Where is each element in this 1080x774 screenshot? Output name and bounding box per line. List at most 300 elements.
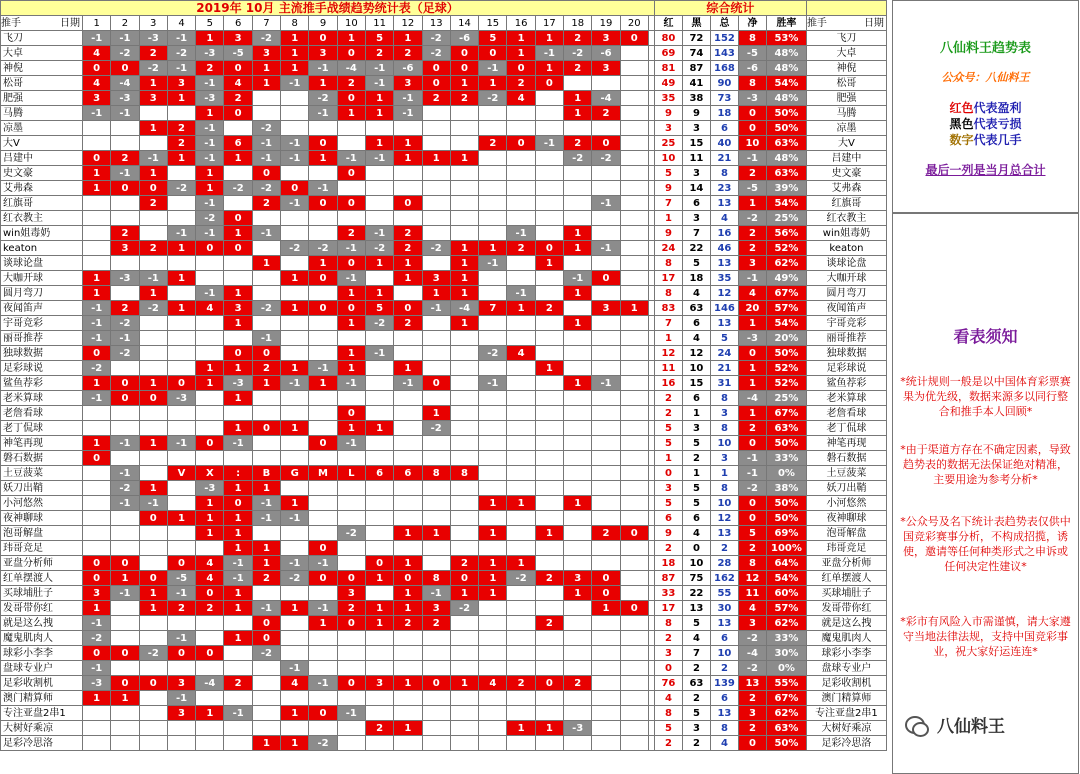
legend-red [893, 99, 1078, 116]
day-cell: 0 [309, 136, 337, 151]
day-cell [196, 346, 224, 361]
day-cell [309, 406, 337, 421]
day-cell: 0 [365, 556, 393, 571]
day-cell: 1 [196, 496, 224, 511]
day-cell [450, 661, 478, 676]
day-cell [365, 541, 393, 556]
day-cell [507, 646, 535, 661]
day-cell [535, 691, 563, 706]
day-cell: 0 [224, 211, 252, 226]
day-cell [479, 391, 507, 406]
notice-title: 看表须知 [953, 327, 1018, 346]
day-cell [507, 706, 535, 721]
day-cell [224, 451, 252, 466]
win-rate: 0% [766, 466, 806, 481]
day-cell [479, 466, 507, 481]
day-cell: 1 [564, 586, 592, 601]
day-cell [394, 211, 422, 226]
day-cell [450, 391, 478, 406]
day-cell [365, 451, 393, 466]
win-rate: 57% [766, 301, 806, 316]
day-cell: 2 [479, 136, 507, 151]
day-cell [252, 391, 280, 406]
day-cell [535, 736, 563, 751]
day-cell: -1 [167, 436, 195, 451]
player-name: 泡哥解盘 [1, 526, 83, 541]
day-cell: -1 [394, 91, 422, 106]
player-name-right: 魔鬼肌肉人 [806, 631, 886, 646]
day-cell [507, 451, 535, 466]
day-cell [167, 736, 195, 751]
day-cell: -3 [196, 91, 224, 106]
day-cell [422, 166, 450, 181]
day-cell: 0 [337, 406, 365, 421]
win-rate: 57% [766, 601, 806, 616]
day-cell: 1 [365, 256, 393, 271]
table-row [1, 706, 887, 721]
day-cell: -1 [139, 271, 167, 286]
stat-red: 5 [654, 496, 682, 511]
day-cell [535, 586, 563, 601]
day-cell [535, 376, 563, 391]
player-name: 老詹看球 [1, 406, 83, 421]
day-cell: -2 [83, 361, 111, 376]
day-cell: -1 [252, 496, 280, 511]
day-cell [422, 661, 450, 676]
day-cell [139, 466, 167, 481]
stat-black: 12 [682, 346, 710, 361]
day-cell: 1 [111, 571, 139, 586]
day-cell: -1 [111, 466, 139, 481]
day-cell: -1 [309, 676, 337, 691]
day-cell [564, 481, 592, 496]
day-cell: 2 [507, 76, 535, 91]
day-cell [281, 526, 309, 541]
player-name-right: 磐石数据 [806, 451, 886, 466]
day-cell [281, 646, 309, 661]
day-cell: 0 [479, 46, 507, 61]
day-cell: 1 [281, 421, 309, 436]
day-cell: 1 [83, 691, 111, 706]
day-cell: 3 [83, 586, 111, 601]
day-cell: 7 [479, 301, 507, 316]
day-cell: 0 [337, 571, 365, 586]
day-cell [281, 451, 309, 466]
day-cell [309, 496, 337, 511]
day-cell [196, 271, 224, 286]
day-cell: 0 [224, 106, 252, 121]
day-cell [309, 286, 337, 301]
player-name: 足彩收割机 [1, 676, 83, 691]
day-cell: -2 [422, 31, 450, 46]
day-cell: 1 [139, 436, 167, 451]
stat-red: 49 [654, 76, 682, 91]
stat-red: 76 [654, 676, 682, 691]
day-cell: 1 [224, 361, 252, 376]
day-cell: 1 [224, 631, 252, 646]
day-cell [281, 91, 309, 106]
day-cell [309, 331, 337, 346]
day-cell: 0 [281, 181, 309, 196]
win-rate: 53% [766, 31, 806, 46]
day-cell [422, 436, 450, 451]
stat-total: 6 [710, 631, 738, 646]
day-cell [394, 391, 422, 406]
day-cell [507, 406, 535, 421]
day-cell: -1 [83, 616, 111, 631]
day-cell [620, 361, 648, 376]
day-cell [111, 721, 139, 736]
day-cell: 0 [139, 391, 167, 406]
day-cell [592, 346, 620, 361]
day-cell: 1 [167, 151, 195, 166]
day-cell: -1 [479, 61, 507, 76]
day-cell [309, 211, 337, 226]
day-cell: 1 [252, 541, 280, 556]
day-cell [564, 631, 592, 646]
day-cell: 0 [224, 346, 252, 361]
day-cell: -1 [592, 196, 620, 211]
day-cell [535, 451, 563, 466]
day-cell [564, 661, 592, 676]
day-cell [139, 616, 167, 631]
day-cell: 2 [422, 616, 450, 631]
day-cell [507, 466, 535, 481]
day-cell: 1 [365, 136, 393, 151]
day-cell: 1 [394, 586, 422, 601]
player-name: 马腾 [1, 106, 83, 121]
day-cell: 3 [139, 91, 167, 106]
day-cell: 1 [479, 241, 507, 256]
day-cell [167, 346, 195, 361]
day-cell: 1 [167, 91, 195, 106]
day-cell: -1 [337, 271, 365, 286]
day-cell [281, 436, 309, 451]
day-cell: 1 [252, 376, 280, 391]
day-cell: -2 [111, 481, 139, 496]
day-cell: 6 [365, 466, 393, 481]
stat-total: 13 [710, 196, 738, 211]
table-row [1, 571, 887, 586]
day-cell [479, 331, 507, 346]
win-rate: 67% [766, 406, 806, 421]
day-cell [337, 331, 365, 346]
stat-total: 13 [710, 256, 738, 271]
day-cell: 1 [139, 586, 167, 601]
win-rate: 33% [766, 631, 806, 646]
day-cell [535, 166, 563, 181]
table-row [1, 556, 887, 571]
day-header: 14 [450, 16, 478, 31]
stat-net: -3 [738, 91, 766, 106]
day-cell: -1 [337, 241, 365, 256]
day-cell [507, 166, 535, 181]
day-cell [309, 166, 337, 181]
day-cell [620, 151, 648, 166]
player-name-right: 泡哥解盘 [806, 526, 886, 541]
player-name: 买球埔肚子 [1, 586, 83, 601]
day-cell [564, 211, 592, 226]
day-cell: 2 [365, 721, 393, 736]
day-cell [450, 481, 478, 496]
player-name: 红旗哥 [1, 196, 83, 211]
legend-num-word: 数字 [949, 133, 974, 147]
day-cell: 1 [224, 151, 252, 166]
day-cell: -2 [479, 91, 507, 106]
day-cell [564, 526, 592, 541]
player-name: 史文豪 [1, 166, 83, 181]
stat-black: 4 [682, 331, 710, 346]
day-cell: -1 [337, 151, 365, 166]
day-cell [337, 691, 365, 706]
stat-red: 1 [654, 451, 682, 466]
day-cell [167, 256, 195, 271]
day-cell: 2 [450, 91, 478, 106]
day-cell: M [309, 466, 337, 481]
day-cell [620, 646, 648, 661]
day-cell [479, 481, 507, 496]
stat-red: 3 [654, 121, 682, 136]
stat-black: 6 [682, 196, 710, 211]
day-cell: -3 [167, 391, 195, 406]
day-cell: -2 [252, 181, 280, 196]
day-cell: 1 [450, 241, 478, 256]
day-cell: -1 [111, 496, 139, 511]
day-cell: 1 [535, 526, 563, 541]
legend-num-text: 代表几手 [973, 133, 1022, 147]
win-rate: 67% [766, 691, 806, 706]
day-cell: 0 [620, 601, 648, 616]
day-header: 17 [535, 16, 563, 31]
table-row [1, 421, 887, 436]
player-name-right: 肥强 [806, 91, 886, 106]
day-cell: 0 [83, 556, 111, 571]
stat-net: 0 [738, 346, 766, 361]
stat-black: 74 [682, 46, 710, 61]
day-cell [365, 361, 393, 376]
day-cell: 0 [394, 571, 422, 586]
day-cell: -1 [83, 106, 111, 121]
stat-total: 4 [710, 736, 738, 751]
table-row [1, 136, 887, 151]
day-cell [365, 496, 393, 511]
player-name-right: 独球数据 [806, 346, 886, 361]
win-rate: 62% [766, 256, 806, 271]
day-cell [337, 541, 365, 556]
day-cell [394, 421, 422, 436]
day-cell [394, 706, 422, 721]
stat-red: 17 [654, 601, 682, 616]
day-cell: -2 [422, 241, 450, 256]
day-cell: -2 [111, 346, 139, 361]
day-cell: 1 [507, 301, 535, 316]
stat-header: 净 [738, 16, 766, 31]
day-cell [111, 511, 139, 526]
stat-red: 1 [654, 211, 682, 226]
stat-black: 5 [682, 256, 710, 271]
win-rate: 48% [766, 151, 806, 166]
stat-black: 22 [682, 241, 710, 256]
day-cell: 1 [450, 256, 478, 271]
win-rate: 48% [766, 61, 806, 76]
day-cell: 1 [394, 526, 422, 541]
win-rate: 62% [766, 706, 806, 721]
table-row [1, 46, 887, 61]
day-cell: -1 [196, 196, 224, 211]
day-cell [309, 481, 337, 496]
stat-header: 红 [654, 16, 682, 31]
table-row [1, 466, 887, 481]
day-cell [535, 121, 563, 136]
day-cell [592, 166, 620, 181]
player-name: 老丁侃球 [1, 421, 83, 436]
stat-net: 12 [738, 571, 766, 586]
stat-red: 33 [654, 586, 682, 601]
day-cell: -2 [507, 571, 535, 586]
win-rate: 50% [766, 511, 806, 526]
day-cell: -2 [252, 121, 280, 136]
day-cell: 0 [394, 196, 422, 211]
stat-black: 13 [682, 601, 710, 616]
day-cell: -1 [111, 31, 139, 46]
stat-total: 28 [710, 556, 738, 571]
day-cell [620, 181, 648, 196]
day-cell: 8 [422, 571, 450, 586]
stat-red: 17 [654, 271, 682, 286]
player-name: 艾弗森 [1, 181, 83, 196]
day-cell: 1 [365, 571, 393, 586]
day-cell: 1 [309, 256, 337, 271]
player-name: 玮哥竞足 [1, 541, 83, 556]
day-cell: 1 [365, 601, 393, 616]
day-cell: 2 [507, 676, 535, 691]
day-cell [167, 361, 195, 376]
day-cell [620, 91, 648, 106]
day-cell [507, 436, 535, 451]
day-cell: 1 [196, 181, 224, 196]
day-cell: 4 [196, 571, 224, 586]
day-cell [83, 226, 111, 241]
legend-red-text: 代表盈利 [973, 101, 1022, 115]
day-cell: 3 [337, 586, 365, 601]
stat-black: 7 [682, 646, 710, 661]
day-cell [507, 376, 535, 391]
table-row [1, 721, 887, 736]
day-cell [564, 541, 592, 556]
day-cell: 1 [450, 151, 478, 166]
day-cell: -2 [224, 181, 252, 196]
day-cell [620, 166, 648, 181]
day-cell: 0 [337, 616, 365, 631]
stat-total: 10 [710, 496, 738, 511]
day-cell [450, 331, 478, 346]
corner-left-label: 推手 [1, 17, 21, 29]
day-cell [309, 526, 337, 541]
day-cell [365, 271, 393, 286]
day-cell: -1 [111, 106, 139, 121]
day-cell [507, 511, 535, 526]
day-cell: 1 [479, 586, 507, 601]
day-cell [281, 616, 309, 631]
player-name: 神笔再现 [1, 436, 83, 451]
win-rate: 48% [766, 91, 806, 106]
table-row [1, 496, 887, 511]
day-cell: 1 [139, 481, 167, 496]
day-cell: -1 [224, 706, 252, 721]
player-name-right: 老米算球 [806, 391, 886, 406]
table-row [1, 736, 887, 751]
day-cell: 3 [167, 706, 195, 721]
day-cell [224, 196, 252, 211]
day-cell: 2 [394, 616, 422, 631]
day-cell [337, 736, 365, 751]
day-cell [450, 226, 478, 241]
stat-red: 9 [654, 181, 682, 196]
day-cell [422, 121, 450, 136]
day-cell [592, 361, 620, 376]
panel-heading: 八仙料王趋势表 [939, 41, 1031, 56]
day-cell: 1 [535, 361, 563, 376]
stat-red: 35 [654, 91, 682, 106]
day-cell: 3 [564, 571, 592, 586]
day-cell [535, 91, 563, 106]
day-cell: 0 [592, 136, 620, 151]
day-cell: 0 [592, 586, 620, 601]
day-cell [592, 316, 620, 331]
day-cell: -2 [139, 301, 167, 316]
win-rate: 55% [766, 676, 806, 691]
player-name: 神倪 [1, 61, 83, 76]
day-cell: 0 [83, 61, 111, 76]
day-cell [394, 436, 422, 451]
day-cell [450, 121, 478, 136]
day-cell: -1 [196, 76, 224, 91]
player-name: 土豆菠菜 [1, 466, 83, 481]
player-name: 大树好乘凉 [1, 721, 83, 736]
win-rate: 52% [766, 241, 806, 256]
stat-net: 1 [738, 376, 766, 391]
day-cell: 0 [139, 181, 167, 196]
day-cell [252, 661, 280, 676]
day-cell [139, 451, 167, 466]
stat-black: 2 [682, 736, 710, 751]
stat-black: 4 [682, 286, 710, 301]
day-cell [111, 541, 139, 556]
day-cell [450, 736, 478, 751]
day-cell [365, 691, 393, 706]
player-name-right: 史文豪 [806, 166, 886, 181]
day-cell [507, 316, 535, 331]
day-cell: 2 [196, 61, 224, 76]
stat-net: 2 [738, 226, 766, 241]
day-cell: 3 [592, 301, 620, 316]
day-cell [252, 211, 280, 226]
player-name: 凉墨 [1, 121, 83, 136]
day-cell: 0 [111, 61, 139, 76]
day-cell: -1 [592, 376, 620, 391]
day-cell [422, 451, 450, 466]
stat-black: 3 [682, 211, 710, 226]
day-cell: -4 [450, 301, 478, 316]
day-cell: 4 [196, 556, 224, 571]
day-cell: 0 [83, 646, 111, 661]
day-cell: 1 [83, 286, 111, 301]
stat-net: 8 [738, 556, 766, 571]
day-cell [620, 316, 648, 331]
rate-header: 胜率 [766, 16, 806, 31]
day-cell [620, 211, 648, 226]
day-cell [450, 211, 478, 226]
